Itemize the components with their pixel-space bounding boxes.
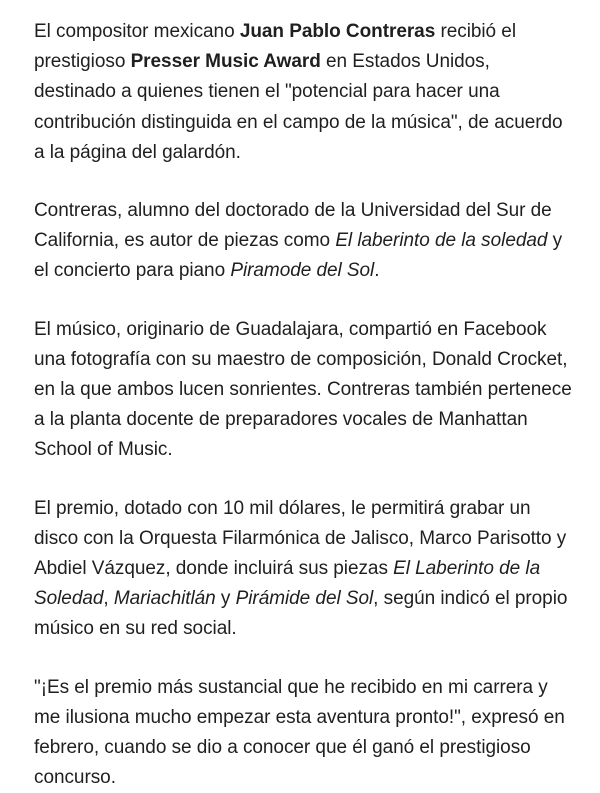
text: recibió el prestigioso — [34, 21, 516, 73]
paragraph-works — [34, 196, 574, 287]
work-title: Mariachitlán — [113, 588, 216, 610]
paragraph-teacher: El músico, originario de Guadalajara, compartió en Facebook una fotografía con su maestro de composición, Donald Crocket, en la que ambos lucen sonrientes. Contreras también pertenece a la planta docente de preparadores vocales de Manhattan School of Music. — [34, 318, 572, 461]
work-title: Pirámide del Sol — [235, 588, 374, 610]
composer-name: Juan Pablo Contreras — [239, 21, 436, 42]
work-title: El laberinto de la soledad — [335, 230, 548, 252]
text: El premio, dotado con 10 mil dólares, le permitirá grabar un disco con la Orquesta Filarmónica de Jalisco, Marco Parisotto y Abdiel Vázquez, donde incluirá sus piezas — [34, 497, 567, 580]
paragraph-quote: "¡Es el premio más sustancial que he recibido en mi carrera y me ilusiona mucho empezar esta aventura pronto!", expresó en febrero, cuando se dio a conocer que él ganó el prestigioso concurso. — [34, 676, 565, 789]
paragraph-award — [34, 17, 574, 168]
text: . — [374, 260, 380, 282]
text: , — [103, 588, 114, 610]
text: y — [215, 588, 236, 610]
text: Contreras, alumno del doctorado de la Universidad del Sur de California, es autor de piezas como — [34, 200, 552, 252]
text: y el concierto para piano — [34, 230, 563, 282]
text: El compositor mexicano — [34, 21, 240, 42]
work-title: El Laberinto de la Soledad — [34, 558, 541, 610]
text: en Estados Unidos, destinado a quienes tienen el "potencial para hacer una contribución distinguida en el campo de la música", de acuerdo a la página del galardón. — [34, 51, 563, 163]
work-title: Piramode del Sol — [230, 260, 375, 282]
text: , según indicó el propio músico en su red social. — [34, 588, 568, 640]
paragraph-prize — [34, 494, 574, 645]
article-body — [34, 17, 574, 793]
award-name: Presser Music Award — [130, 51, 321, 73]
